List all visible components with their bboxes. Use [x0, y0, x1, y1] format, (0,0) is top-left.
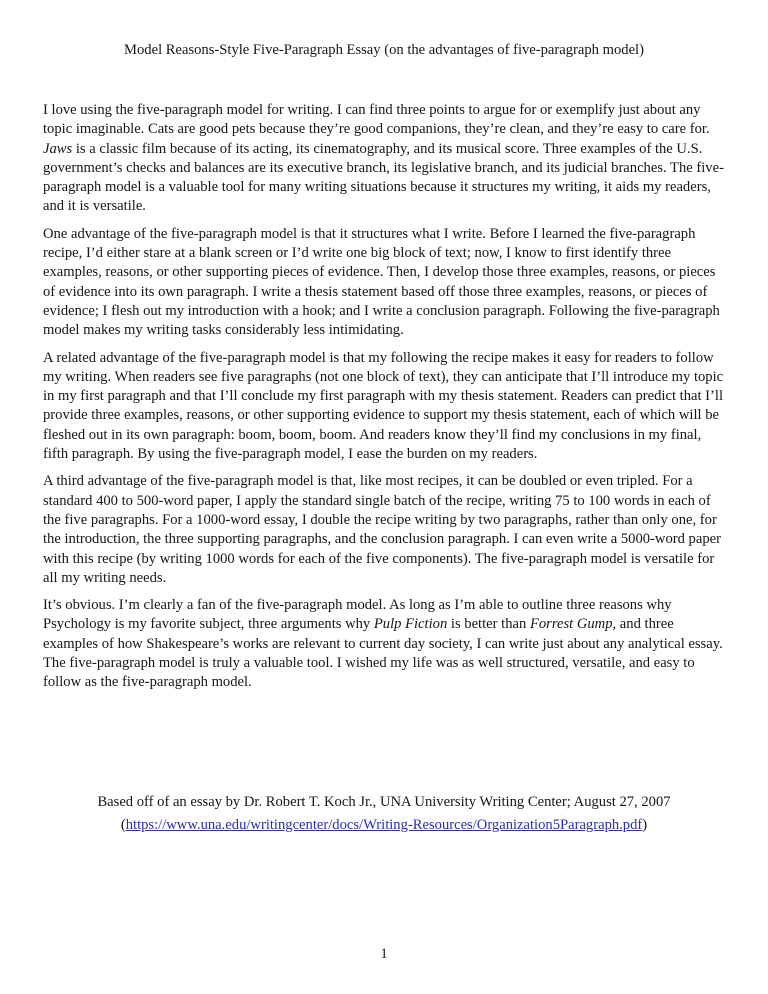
essay-title: Model Reasons-Style Five-Paragraph Essay (on the advantages of five-paragraph model) — [124, 42, 644, 58]
text-run: A related advantage of the five-paragraph model is that my following the recipe makes it easy for readers to follow my writing. When readers see five paragraphs (not one block of text), they can anticipate that I’ll introduce my topic in my first paragraph and that I’ll conclude my first paragraph with my thesis statement. Readers can predict that I’ll provide three examples, reasons, or other supporting evidence to support my thesis statement, each of which will be fleshed out in its own paragraph: boom, boom, boom. And readers know they’ll find my conclusions in my final, fifth paragraph. By using the five-paragraph model, I ease the burden on my readers. — [43, 349, 724, 463]
text-run: I love using the five-paragraph model for writing. I can find three points to argue for or exemplify just about any topic imaginable. Cats are good pets because they’re good companions, they’re clean, and they’re easy to care for. — [43, 102, 710, 138]
italic-text-run: Forrest Gump — [529, 616, 613, 633]
text-run: It’s obvious. I’m clearly a fan of the five-paragraph model. As long as I’m able to outline three reasons why Psychology is my favorite subject, three arguments why — [43, 597, 672, 633]
italic-text-run: Pulp Fiction — [373, 616, 448, 633]
text-run: , and three examples of how Shakespeare’s works are relevant to current day society, I can write just about any analytical essay. The five-paragraph model is truly a valuable tool. I wished my life was as well structured, versatile, and easy to follow as the five-paragraph model. — [43, 616, 723, 691]
essay-paragraph-2 — [43, 225, 725, 341]
citation-block — [43, 791, 725, 837]
citation-attribution-line: Based off of an essay by Dr. Robert T. Koch Jr., UNA University Writing Center; August 27, 2007 — [97, 793, 671, 810]
text-run: One advantage of the five-paragraph model is that it structures what I write. Before I learned the five-paragraph recipe, I’d either stare at a blank screen or I’d write one big block of text; now, I know to first identify three examples, reasons, or other supporting pieces of evidence. Then, I develop those three examples, reasons, or pieces of evidence into its own paragraph. I write a thesis statement based off those three examples, reasons, or pieces of evidence; I flesh out my introduction with a hook; and I write a conclusion paragraph. Following the five-paragraph model makes my writing tasks considerably less intimidating. — [43, 225, 720, 339]
citation-close-paren: ) — [642, 816, 648, 833]
citation-url-link[interactable]: https://www.una.edu/writingcenter/docs/Writing-Resources/Organization5Paragraph.pdf — [125, 816, 643, 833]
citation-open-paren: ( — [120, 816, 126, 833]
essay-paragraph-1 — [43, 101, 725, 217]
essay-paragraph-3 — [43, 349, 725, 465]
italic-text-run: Jaws — [43, 140, 73, 157]
essay-paragraph-5 — [43, 596, 725, 692]
text-run: A third advantage of the five-paragraph model is that, like most recipes, it can be doubled or even tripled. For a standard 400 to 500-word paper, I apply the standard single batch of the recipe, writing 75 to 100 words in each of the five paragraphs. For a 1000-word essay, I double the recipe writing by two paragraphs, rather than only one, for the introduction, the three supporting paragraphs, and the conclusion paragraph. I can even write a 5000-word paper with this recipe (by writing 1000 words for each of the five components). The five-paragraph model is versatile for all my writing needs. — [43, 473, 721, 586]
text-run: is better than — [447, 616, 530, 633]
text-run: is a classic film because of its acting, its cinematography, and its musical score. Three examples of the U.S. government’s checks and balances are its executive branch, its legislative branch, and its judicial branches. The five-paragraph model is a valuable tool for many writing situations because it structures my writing, it aids my readers, and it is versatile. — [43, 140, 724, 215]
citation-url-line — [43, 814, 725, 837]
essay-paragraph-4 — [43, 472, 725, 588]
page-number: 1 — [380, 946, 388, 962]
